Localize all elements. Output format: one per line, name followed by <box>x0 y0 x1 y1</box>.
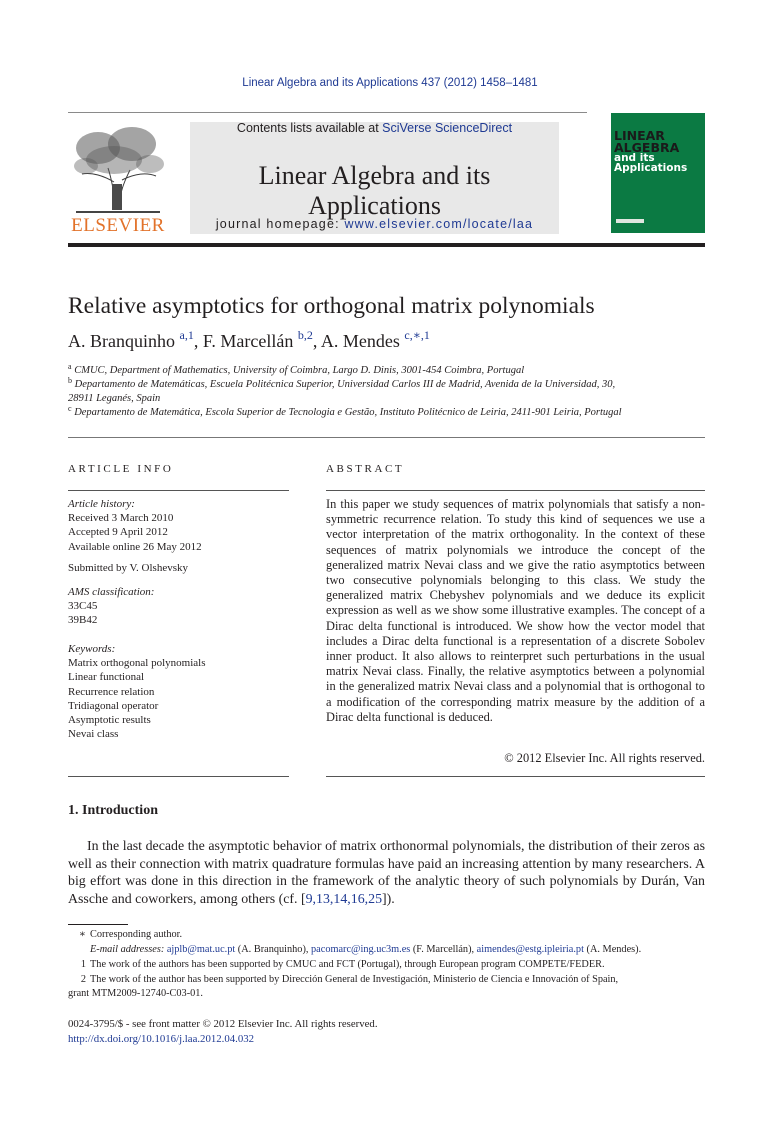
abstract-text: In this paper we study sequences of matrix polynomials that satisfy a non-symmetric recurrence relation. To study this kind of sequences we use a vector interpretation of the matrix orthogonality. In the context of these sequences of matrix polynomials we introduce the concept of the generalized matrix Nevai class and we give the ratio asymptotics between two consecutive polynomials belonging to this class. We study the generalized matrix Chebyshev polynomials and we deduce its explicit expression as well as we show some illustrative examples. The concept of a Dirac delta functional is introduced. We show how the vector model that includes a Dirac delta functional is a representation of a discrete Sobolev inner product. It also allows to reinterpret such perturbations in the usual matrix Nevai class. Finally, the relative asymptotics between a polynomial in the generalized matrix Nevai class and a polynomial that is orthogonal to a modification of the corresponding matrix measure by the addition of a Dirac delta functional is deduced. <box>326 497 705 724</box>
keyword: Tridiagonal operator <box>68 699 159 712</box>
footnote-text: Corresponding author. <box>90 929 183 940</box>
affiliation-text: CMUC, Department of Mathematics, University of Coimbra, Largo D. Dinis, 3001-454 Coimbra, Portugal <box>74 365 525 376</box>
ams-code: 39B42 <box>68 614 98 627</box>
cover-line-4: Applications <box>614 162 688 174</box>
affiliation-b <box>68 378 708 406</box>
submitted-by: Submitted by V. Olshevsky <box>68 562 188 574</box>
journal-name: Linear Algebra and its Applications <box>258 161 491 220</box>
journal-homepage <box>190 217 559 231</box>
abstract-rule <box>326 490 705 491</box>
footnote-mark: ∗ <box>79 929 86 940</box>
affiliation-mark: b <box>68 376 72 385</box>
issn-line: 0024-3795/$ - see front matter © 2012 Elsevier Inc. All rights reserved. <box>68 1018 378 1030</box>
footnote-text: The work of the authors has been supported by CMUC and FCT (Portugal), through European program COMPETE/FEDER. <box>90 959 605 970</box>
email-link[interactable]: ajplb@mat.uc.pt <box>166 944 236 955</box>
received-date: Received 3 March 2010 <box>68 512 174 525</box>
elsevier-tree-icon <box>68 122 168 234</box>
sciencedirect-link[interactable]: SciVerse ScienceDirect <box>382 121 513 135</box>
reference-links[interactable]: 9,13,14,16,25 <box>305 891 383 907</box>
affiliation-a <box>68 364 708 378</box>
author-affiliation-link[interactable]: a,1 <box>179 328 194 342</box>
keyword: Matrix orthogonal polynomials <box>68 657 206 670</box>
email-owner: (A. Branquinho), <box>235 944 312 955</box>
header-rule <box>68 112 587 113</box>
footnote-corresponding <box>68 928 705 942</box>
keyword: Asymptotic results <box>68 714 151 727</box>
affiliation-text-continued: 28911 Leganés, Spain <box>68 393 161 404</box>
affiliation-text: Departamento de Matemática, Escola Superior de Tecnologia e Gestão, Instituto Politécnico de Leiria, 2411-901 Leiria, Portugal <box>74 407 622 418</box>
homepage-label: journal homepage: <box>215 217 345 231</box>
keyword: Nevai class <box>68 728 119 741</box>
keywords-label: Keywords: <box>68 643 116 655</box>
author-name: A. Mendes <box>320 331 400 351</box>
cover-line-1: LINEAR <box>614 128 665 143</box>
email-owner: (F. Marcellán), <box>410 944 477 955</box>
cover-line-3: and its <box>614 152 655 164</box>
footnote-emails <box>68 943 705 957</box>
author-list: A. Branquinho $^{a,1}$, F. Marcellán $^{b,2}$, A. Mendes $^{c,∗,1}$ <box>68 328 430 351</box>
footnote-rule <box>68 924 128 925</box>
article-info-heading: ARTICLE INFO <box>68 463 174 475</box>
accepted-date: Accepted 9 April 2012 <box>68 526 168 539</box>
elsevier-logo[interactable] <box>68 122 168 234</box>
intro-text-end: ]). <box>382 891 395 907</box>
header-thick-rule <box>68 243 705 247</box>
doi-link[interactable]: http://dx.doi.org/10.1016/j.laa.2012.04.032 <box>68 1033 255 1045</box>
footnote-text-continued: grant MTM2009-12740-C03-01. <box>68 988 203 999</box>
affiliation-c <box>68 406 708 420</box>
contents-line <box>190 121 559 135</box>
ams-code: 33C45 <box>68 600 98 613</box>
ams-label: AMS classification: <box>68 586 155 598</box>
introduction-paragraph <box>68 838 705 908</box>
contents-prefix: Contents lists available at <box>236 121 383 135</box>
affiliation-text: Departamento de Matemáticas, Escuela Politécnica Superior, Universidad Carlos III de Madrid, Avenida de la Universidad, 30, <box>74 379 616 390</box>
article-info-rule <box>68 490 289 491</box>
ams-classification <box>68 585 289 628</box>
abstract-bottom-rule <box>326 776 705 777</box>
abstract-heading: ABSTRACT <box>326 463 405 475</box>
journal-citation[interactable]: Linear Algebra and its Applications 437 (2012) 1458–1481 <box>242 77 538 89</box>
footnote-mark: 2 <box>80 974 86 985</box>
author-name: A. Branquinho <box>68 331 175 351</box>
email-owner: (A. Mendes). <box>583 944 642 955</box>
article-history <box>68 497 289 554</box>
affiliation-mark: a <box>68 362 72 371</box>
cover-publisher-mark <box>616 219 644 223</box>
article-title: Relative asymptotics for orthogonal matrix polynomials <box>68 293 595 319</box>
author-name: F. Marcellán <box>202 331 294 351</box>
footnote-text: The work of the author has been supported by Dirección General de Investigación, Ministerio de Ciencia e Innovación of Spain, <box>90 974 619 985</box>
online-date: Available online 26 May 2012 <box>68 540 202 553</box>
cover-line-2: ALGEBRA <box>614 139 680 155</box>
homepage-link[interactable]: www.elsevier.com/locate/laa <box>344 217 534 231</box>
abstract-copyright: © 2012 Elsevier Inc. All rights reserved. <box>504 751 705 765</box>
footnote-mark: 1 <box>80 959 86 970</box>
history-label: Article history: <box>68 498 135 510</box>
author-affiliation-link[interactable]: c,∗,1 <box>404 328 430 342</box>
email-link[interactable]: aimendes@estg.ipleiria.pt <box>476 944 584 955</box>
author-affiliation-link[interactable]: b,2 <box>297 328 313 342</box>
affiliation-mark: c <box>68 404 72 413</box>
email-label: E-mail addresses: <box>90 944 165 955</box>
footnote-1 <box>68 958 705 972</box>
keywords <box>68 642 289 741</box>
affiliation-rule <box>68 437 705 438</box>
section-heading-introduction: 1. Introduction <box>68 803 158 818</box>
keyword: Linear functional <box>68 671 145 684</box>
svg-text:ELSEVIER: ELSEVIER <box>71 215 165 234</box>
journal-cover-title <box>614 130 702 173</box>
email-link[interactable]: pacomarc@ing.uc3m.es <box>311 944 411 955</box>
front-matter <box>68 1017 378 1047</box>
intro-text: In the last decade the asymptotic behavior of matrix orthonormal polynomials, the distribution of their zeros as well as their connection with matrix quadrature formulas have paid an increasing attention by many researchers. A big effort was done in this direction in the framework of the analytic theory of such polynomials by Durán, Van Assche and coworkers, among others (cf. [ <box>68 839 705 907</box>
footnote-2 <box>68 973 705 1001</box>
article-info-bottom-rule <box>68 776 289 777</box>
keyword: Recurrence relation <box>68 685 155 698</box>
